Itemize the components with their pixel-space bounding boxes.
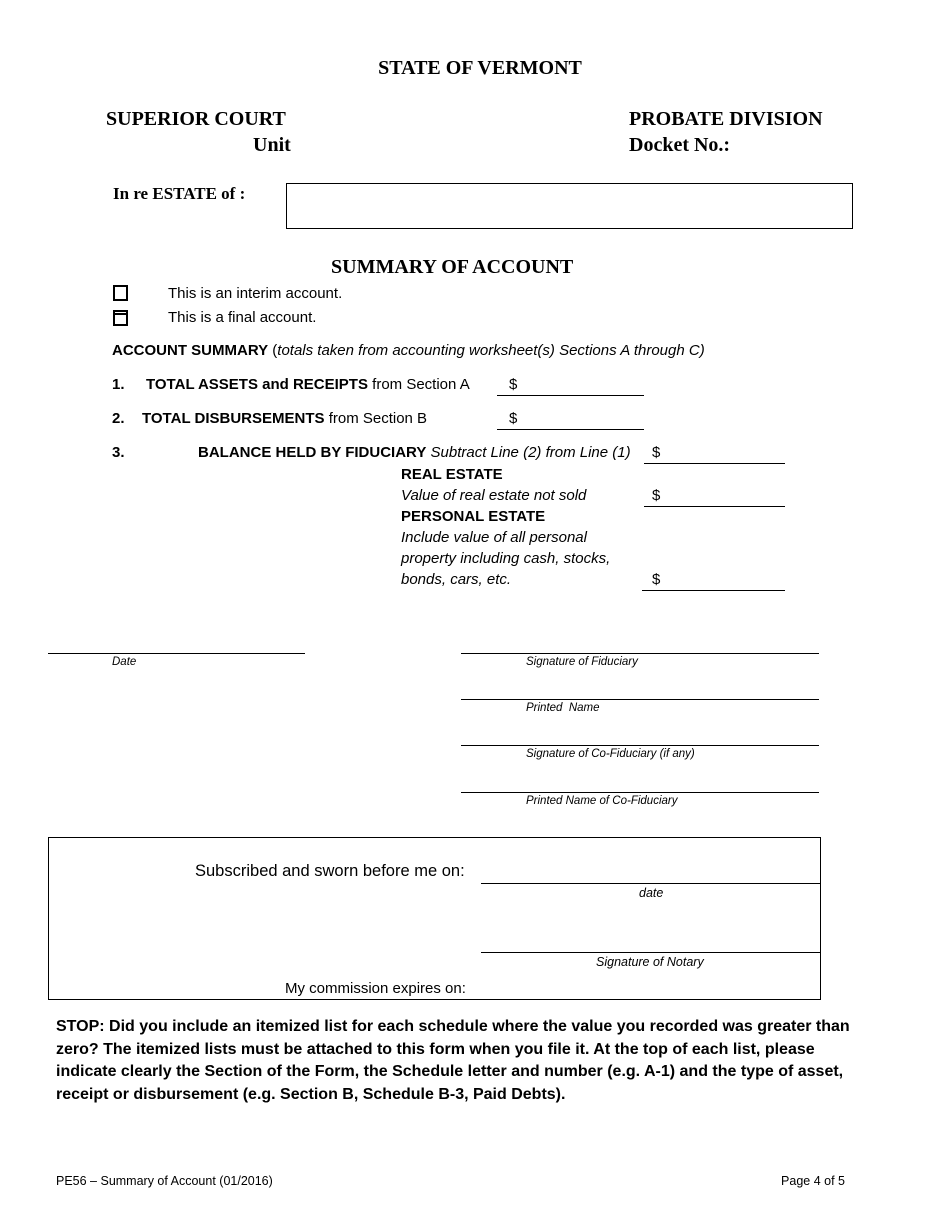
- account-summary-heading: [112, 342, 705, 359]
- notary-signature-line[interactable]: [481, 952, 821, 953]
- estate-label: In re ESTATE of :: [113, 184, 246, 203]
- personal-estate-dollar: $: [652, 571, 661, 588]
- docket-label: Docket No.:: [629, 134, 731, 156]
- line3-rest: Subtract Line (2) from Line (1): [430, 444, 631, 461]
- interim-label: This is an interim account.: [168, 285, 343, 302]
- final-checkbox[interactable]: [113, 310, 128, 326]
- notary-signature-caption: Signature of Notary: [596, 955, 704, 969]
- printed-co-name-line[interactable]: [461, 792, 819, 793]
- line1-rest: from Section A: [372, 376, 470, 393]
- personal-note-2: property including cash, stocks,: [401, 550, 611, 567]
- line3-label: [198, 444, 631, 461]
- line1-dollar: $: [509, 376, 518, 393]
- sworn-date-caption: date: [639, 886, 664, 900]
- line2-dollar: $: [509, 410, 518, 427]
- real-estate-label: REAL ESTATE: [401, 466, 503, 483]
- co-fiduciary-signature-line[interactable]: [461, 745, 819, 746]
- commission-label: My commission expires on:: [285, 980, 466, 997]
- line3-dollar: $: [652, 444, 661, 461]
- real-estate-amount-field[interactable]: [644, 506, 785, 507]
- final-checkbox-mark: [115, 313, 126, 315]
- real-estate-note: Value of real estate not sold: [401, 487, 587, 504]
- fiduciary-signature-line[interactable]: [461, 653, 819, 654]
- division-name: PROBATE DIVISION: [629, 108, 823, 130]
- date-caption: Date: [112, 656, 137, 668]
- unit-label: Unit: [253, 134, 291, 156]
- line3-number: 3.: [112, 444, 125, 461]
- sworn-date-line[interactable]: [481, 883, 821, 884]
- line3-amount-field[interactable]: [644, 463, 785, 464]
- line2-label: [142, 410, 427, 427]
- printed-co-caption: Printed Name of Co-Fiduciary: [526, 795, 678, 807]
- state-title: STATE OF VERMONT: [378, 57, 582, 79]
- personal-note-1: Include value of all personal: [401, 529, 587, 546]
- line1-number: 1.: [112, 376, 125, 393]
- co-fiduciary-caption: Signature of Co-Fiduciary (if any): [526, 748, 695, 760]
- personal-estate-label: PERSONAL ESTATE: [401, 508, 546, 525]
- date-line[interactable]: [48, 653, 305, 654]
- account-summary-note: totals taken from accounting worksheet(s) Sections A through C): [277, 342, 705, 359]
- printed-name-caption: Printed Name: [526, 702, 600, 714]
- sworn-label: Subscribed and sworn before me on:: [195, 862, 465, 880]
- line2-number: 2.: [112, 410, 125, 427]
- estate-name-field[interactable]: [286, 183, 853, 229]
- line2-amount-field[interactable]: [497, 429, 644, 430]
- line2-bold: TOTAL DISBURSEMENTS: [142, 410, 325, 427]
- fiduciary-signature-caption: Signature of Fiduciary: [526, 656, 638, 668]
- footer-page-number: Page 4 of 5: [781, 1174, 845, 1188]
- printed-name-line[interactable]: [461, 699, 819, 700]
- line1-bold: TOTAL ASSETS and RECEIPTS: [146, 376, 368, 393]
- account-summary-paren: (: [272, 342, 278, 359]
- personal-estate-amount-field[interactable]: [642, 590, 785, 591]
- final-label: This is a final account.: [168, 309, 317, 326]
- stop-instructions: STOP: Did you include an itemized list for each schedule where the value you recorded was greater than zero? The itemized lists must be attached to this form when you file it. At the top of each list, please indicate clearly the Section of the Form, the Schedule letter and number (e.g. A-1) and the type of asset, receipt or disbursement (e.g. Section B, Schedule B-3, Paid Debts).: [56, 1018, 850, 1103]
- real-estate-dollar: $: [652, 487, 661, 504]
- line1-label: [146, 376, 470, 393]
- account-summary-title: ACCOUNT SUMMARY: [112, 342, 269, 359]
- footer-form-id: PE56 – Summary of Account (01/2016): [56, 1174, 273, 1188]
- interim-checkbox[interactable]: [113, 285, 128, 301]
- form-title: SUMMARY OF ACCOUNT: [331, 256, 574, 278]
- line1-amount-field[interactable]: [497, 395, 644, 396]
- line3-bold: BALANCE HELD BY FIDUCIARY: [198, 444, 427, 461]
- line2-rest: from Section B: [328, 410, 428, 427]
- personal-note-3: bonds, cars, etc.: [401, 571, 512, 588]
- court-name: SUPERIOR COURT: [106, 108, 286, 130]
